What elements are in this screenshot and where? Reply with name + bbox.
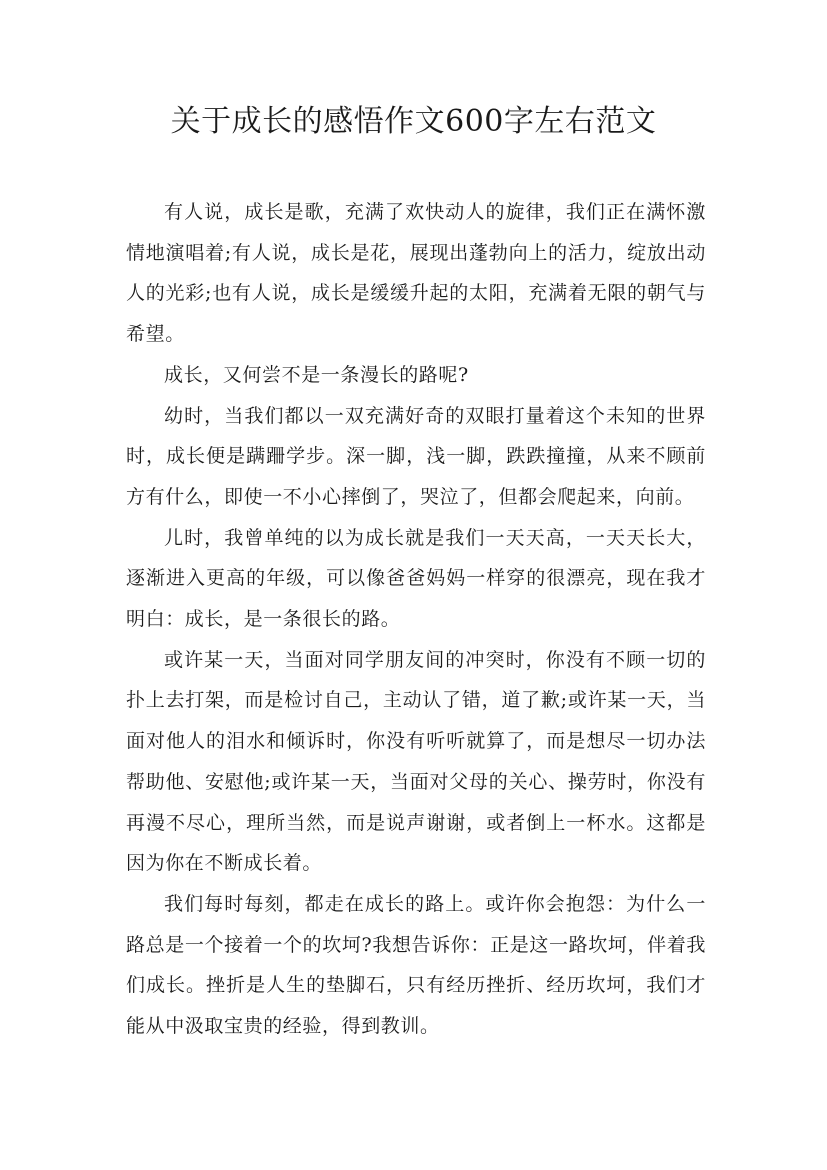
paragraph: 儿时，我曾单纯的以为成长就是我们一天天高，一天天长大，逐渐进入更高的年级，可以像爸爸妈妈一样穿的很漂亮，现在我才明白：成长，是一条很长的路。 <box>126 526 706 631</box>
paragraph: 成长，又何尝不是一条漫长的路呢? <box>164 363 469 386</box>
paragraph: 或许某一天，当面对同学朋友间的冲突时，你没有不顾一切的扑上去打架，而是检讨自己，主动认了错，道了歉;或许某一天，当面对他人的泪水和倾诉时，你没有听听就算了，而是想尽一切办法帮助他、安慰他;或许某一天，当面对父母的关心、操劳时，你没有再漫不尽心，理所当然，而是说声谢谢，或者倒上一杯水。这都是因为你在不断成长着。 <box>126 648 706 875</box>
paragraph: 有人说，成长是歌，充满了欢快动人的旋律，我们正在满怀激情地演唱着;有人说，成长是花，展现出蓬勃向上的活力，绽放出动人的光彩;也有人说，成长是缓缓升起的太阳，充满着无限的朝气与希望。 <box>126 201 706 346</box>
paragraph: 幼时，当我们都以一双充满好奇的双眼打量着这个未知的世界时，成长便是蹒跚学步。深一脚，浅一脚，跌跌撞撞，从来不顾前方有什么，即使一不小心摔倒了，哭泣了，但都会爬起来，向前。 <box>126 404 706 508</box>
paragraph: 我们每时每刻，都走在成长的路上。或许你会抱怨：为什么一路总是一个接着一个的坎坷?我想告诉你：正是这一路坎坷，伴着我们成长。挫折是人生的垫脚石，只有经历挫折、经历坎坷，我们才能从中汲取宝贵的经验，得到教训。 <box>126 892 706 1038</box>
document-title: 关于成长的感悟作文600字左右范文 <box>170 104 657 139</box>
document-body <box>126 192 706 1047</box>
